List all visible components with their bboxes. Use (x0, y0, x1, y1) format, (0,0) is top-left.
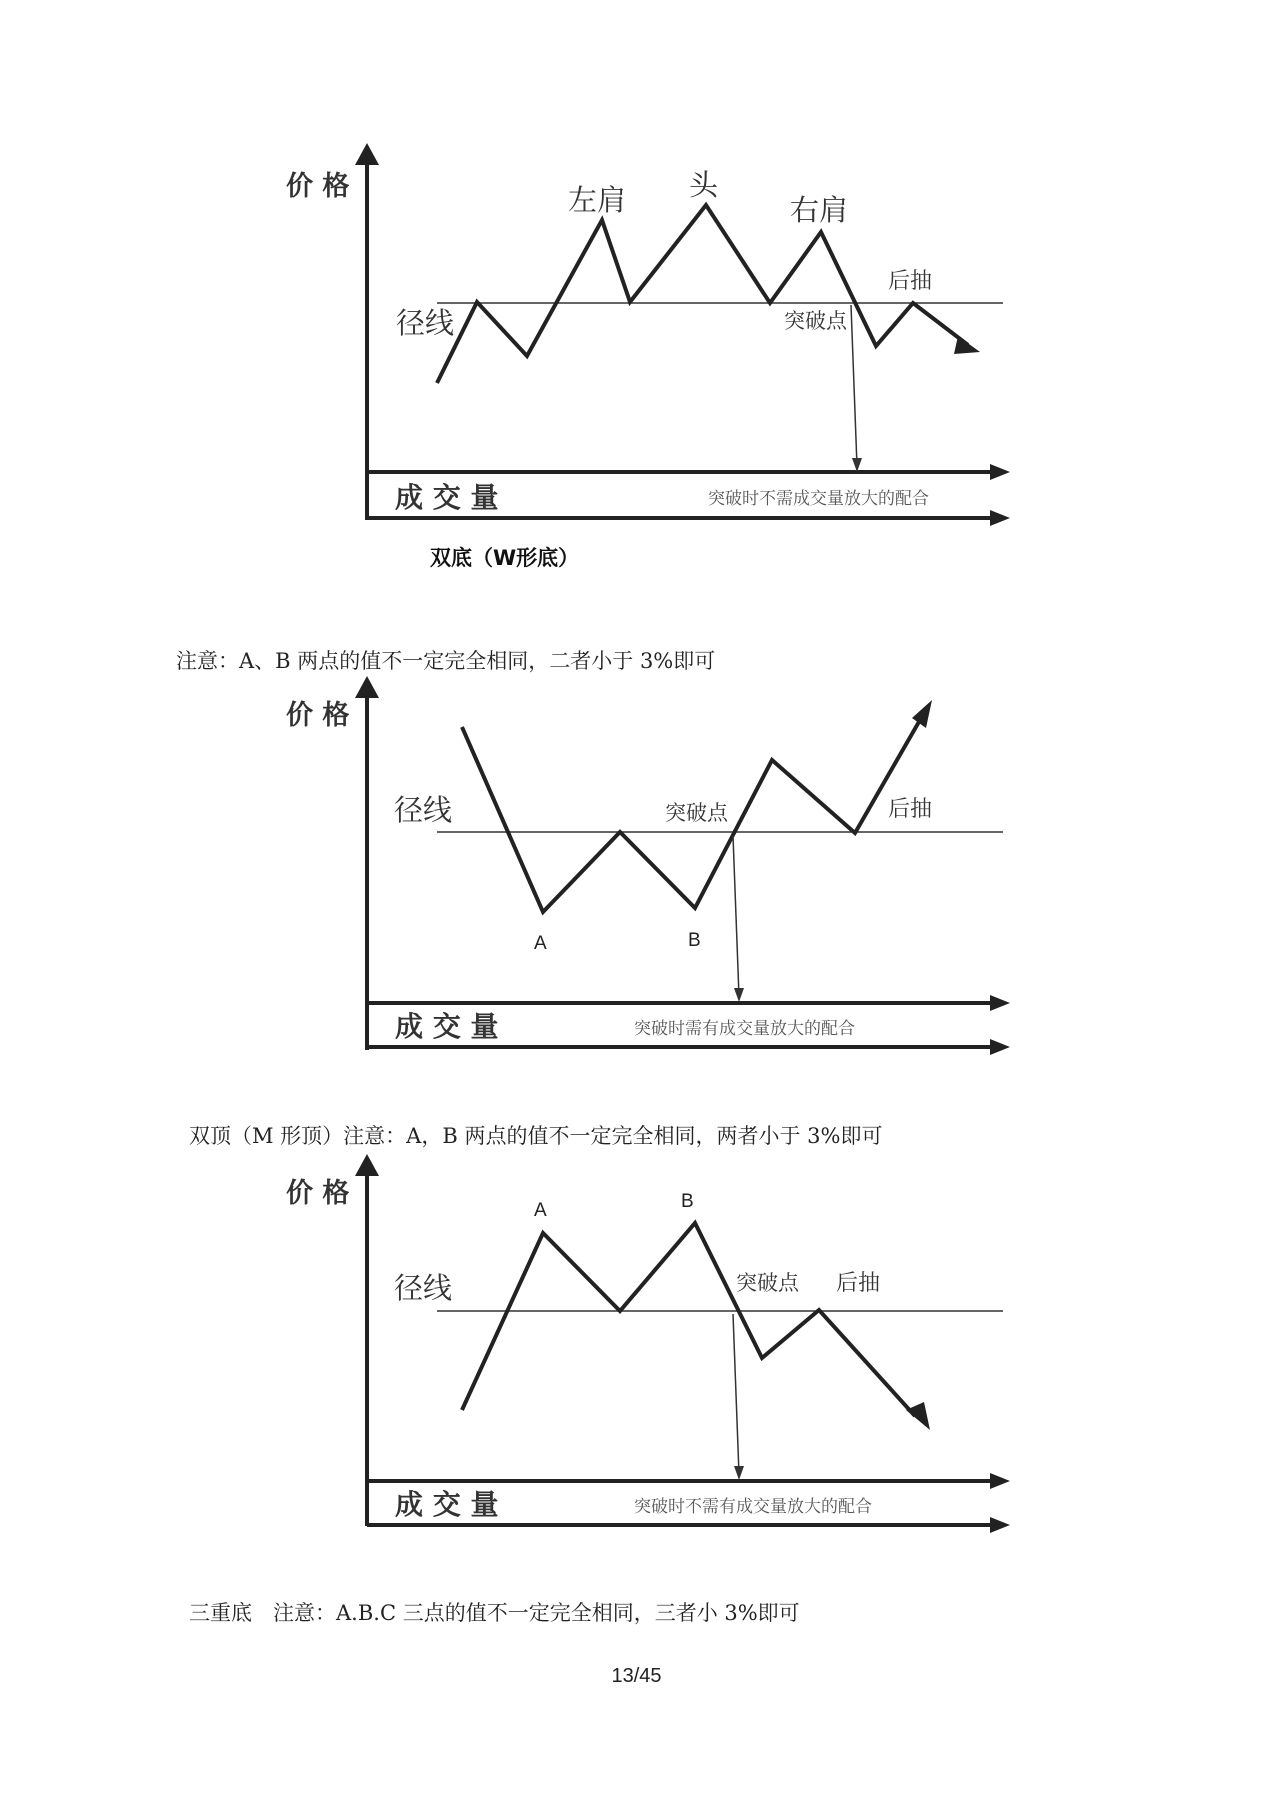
x-axis-label: 成 交 量 (395, 481, 499, 514)
price-path (437, 205, 968, 383)
y-axis-arrow-icon (355, 1154, 379, 1176)
breakout-line (851, 305, 857, 466)
left-shoulder-label: 左肩 (568, 183, 627, 217)
breakout-line (733, 836, 739, 996)
x-axis-bottom-arrow-icon (990, 1517, 1010, 1533)
breakout-line (733, 1314, 739, 1474)
point-b-label: B (688, 930, 701, 951)
point-b-label: B (681, 1191, 694, 1212)
price-path-arrow-icon (912, 700, 932, 728)
double-top-diagram (0, 1148, 1273, 1548)
right-shoulder-label: 右肩 (790, 193, 849, 227)
y-axis-label: 价 格 (286, 700, 350, 731)
double-bottom-diagram (0, 670, 1273, 1070)
neckline-label: 径线 (394, 1271, 453, 1305)
x-axis-top-arrow-icon (990, 1473, 1010, 1489)
note-double-bottom: 注意：A、B 两点的值不一定完全相同，二者小于 3%即可 (176, 649, 716, 673)
breakout-label: 突破点 (784, 309, 847, 333)
y-axis-arrow-icon (355, 143, 379, 165)
x-axis-bottom-arrow-icon (990, 510, 1010, 526)
volume-note: 突破时需有成交量放大的配合 (634, 1019, 855, 1039)
price-path-arrow-icon (954, 336, 980, 354)
breakout-arrow-icon (734, 1466, 744, 1480)
breakout-arrow-icon (852, 458, 862, 472)
note-double-top: 双顶（M 形顶）注意：A，B 两点的值不一定完全相同，两者小于 3%即可 (189, 1124, 883, 1148)
y-axis-label: 价 格 (286, 1178, 350, 1209)
volume-note: 突破时不需成交量放大的配合 (708, 489, 929, 509)
head-and-shoulders-diagram (0, 0, 1273, 560)
price-path (462, 1223, 915, 1416)
x-axis-bottom-arrow-icon (990, 1039, 1010, 1055)
note-triple-bottom: 三重底 注意：A.B.C 三点的值不一定完全相同，三者小 3%即可 (189, 1601, 800, 1625)
point-a-label: A (534, 1200, 547, 1221)
neckline-label: 径线 (394, 793, 453, 827)
page-number: 13/45 (611, 1665, 662, 1687)
breakout-label: 突破点 (665, 801, 728, 825)
head-and-shoulders-svg (0, 0, 1273, 560)
double-top-svg (0, 1148, 1273, 1548)
x-axis-top-arrow-icon (990, 464, 1010, 480)
breakout-arrow-icon (734, 988, 744, 1002)
breakout-label: 突破点 (736, 1271, 799, 1295)
neckline-label: 径线 (396, 306, 455, 340)
pullback-label: 后抽 (888, 269, 933, 294)
x-axis-label: 成 交 量 (395, 1488, 499, 1521)
pullback-label: 后抽 (888, 797, 933, 822)
y-axis-label: 价 格 (286, 171, 350, 202)
x-axis-label: 成 交 量 (395, 1010, 499, 1043)
volume-note: 突破时不需有成交量放大的配合 (634, 1497, 872, 1517)
caption-double-bottom: 双底（W形底） (430, 546, 580, 570)
pullback-label: 后抽 (836, 1271, 881, 1296)
y-axis-arrow-icon (355, 676, 379, 698)
x-axis-top-arrow-icon (990, 995, 1010, 1011)
point-a-label: A (534, 933, 547, 954)
double-bottom-svg (0, 670, 1273, 1070)
head-label: 头 (689, 168, 719, 202)
price-path-arrow-icon (906, 1402, 930, 1430)
